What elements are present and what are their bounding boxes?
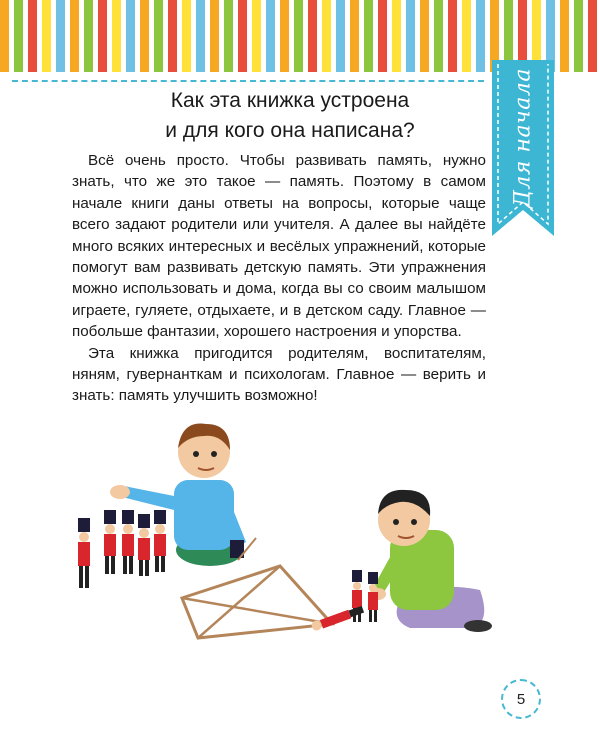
- paragraph-1: Всё очень просто. Чтобы развивать память, нужно знать, что же это такое — память. Поэтому в самом начале книги даны ответы на вопросы, которые чаще всего задают родители или учителя. А далее вы найдёте много всяких интересных и весёлых упражнений, которые помогут вам развивать детскую память. Эти упражнения можно использовать и дома, когда вы со своим малышом играете, гуляете, отдыхаете, и в детском саду. Главное — побольше фантазии, хорошего настроения и упорства.: [72, 152, 486, 341]
- page-title-line-2: и для кого она написана?: [165, 119, 415, 142]
- body-text: [72, 150, 486, 407]
- page-title: [100, 86, 480, 146]
- illustration: [70, 410, 510, 660]
- boy-with-kite-icon: [310, 490, 492, 632]
- dashed-divider: [12, 80, 484, 82]
- toy-soldiers-icon: [78, 510, 166, 588]
- section-ribbon: [492, 60, 554, 236]
- page-title-line-1: Как эта книжка устроена: [170, 89, 410, 112]
- page-number: 5: [501, 679, 541, 719]
- paragraph-2: Эта книжка пригодится родителям, воспитателям, няням, гувернанткам и психологам. Главное — верить и знать: память улучшить возможно!: [72, 344, 486, 405]
- ribbon-label: Для начала: [510, 68, 536, 208]
